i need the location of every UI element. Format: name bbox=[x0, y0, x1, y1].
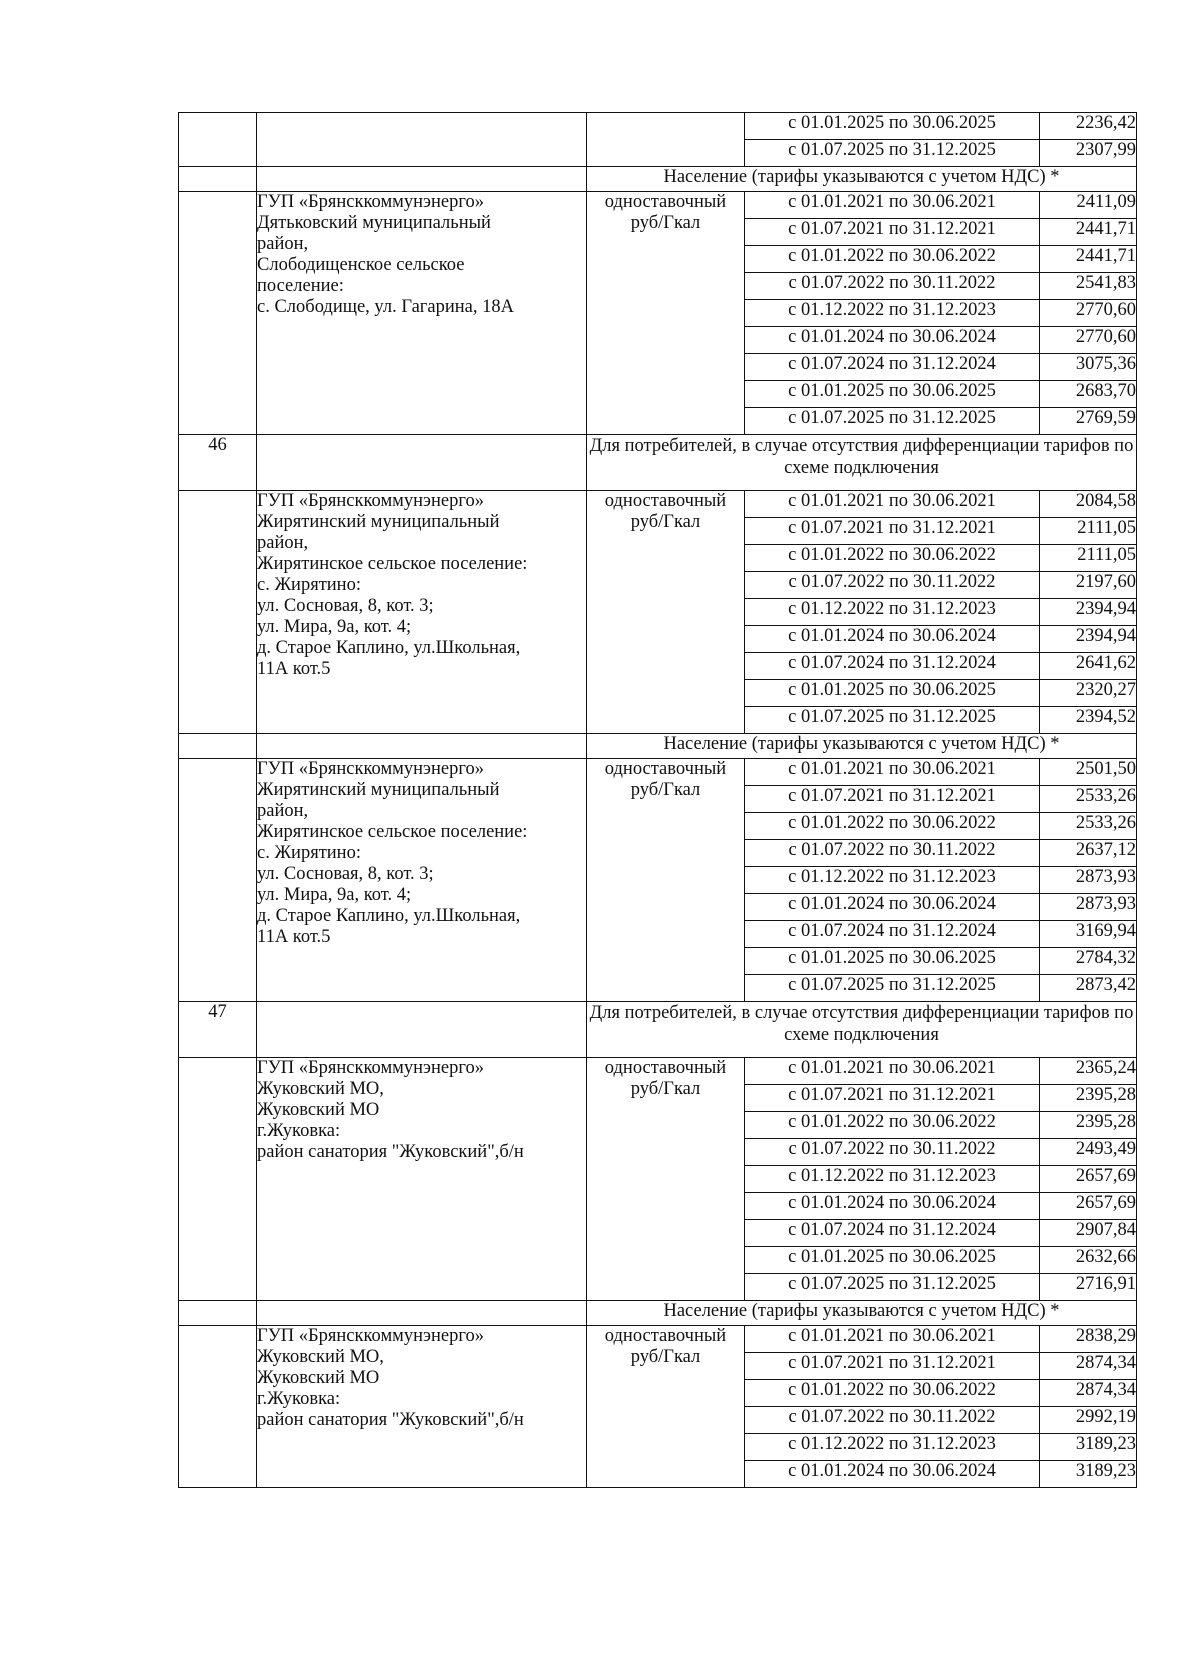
empty-cell bbox=[179, 734, 257, 759]
empty-cell bbox=[257, 167, 587, 192]
tariff-period: с 01.01.2022 по 30.06.2022 bbox=[745, 246, 1040, 273]
tariff-value: 2395,28 bbox=[1040, 1112, 1137, 1139]
tariff-period: с 01.01.2021 по 30.06.2021 bbox=[745, 491, 1040, 518]
tariff-row bbox=[179, 113, 1137, 140]
section-header-row bbox=[179, 167, 1137, 192]
tariff-value: 2111,05 bbox=[1040, 545, 1137, 572]
tariff-value: 2770,60 bbox=[1040, 327, 1137, 354]
tariff-type: одноставочный руб/Гкал bbox=[587, 491, 745, 734]
section-header-row bbox=[179, 1301, 1137, 1326]
tariff-value: 2197,60 bbox=[1040, 572, 1137, 599]
organization-address: ГУП «Брянсккоммунэнерго» Жуковский МО, Жуковский МО г.Жуковка: район санатория "Жуковский",б/н bbox=[257, 1058, 587, 1301]
tariff-period: с 01.01.2022 по 30.06.2022 bbox=[745, 813, 1040, 840]
tariff-row bbox=[179, 491, 1137, 518]
tariff-period: с 01.07.2025 по 31.12.2025 bbox=[745, 408, 1040, 435]
tariff-value: 2541,83 bbox=[1040, 273, 1137, 300]
section-header: Население (тарифы указываются с учетом НДС) * bbox=[587, 734, 1137, 759]
tariff-value: 2533,26 bbox=[1040, 813, 1137, 840]
tariff-period: с 01.07.2021 по 31.12.2021 bbox=[745, 786, 1040, 813]
tariff-period: с 01.07.2021 по 31.12.2021 bbox=[745, 1353, 1040, 1380]
tariff-value: 2632,66 bbox=[1040, 1247, 1137, 1274]
tariff-period: с 01.12.2022 по 31.12.2023 bbox=[745, 1166, 1040, 1193]
row-number: 47 bbox=[179, 1002, 257, 1058]
tariff-period: с 01.01.2021 по 30.06.2021 bbox=[745, 1058, 1040, 1085]
empty-cell bbox=[179, 113, 257, 167]
empty-cell bbox=[179, 1301, 257, 1326]
tariff-type: одноставочный руб/Гкал bbox=[587, 759, 745, 1002]
tariff-period: с 01.07.2025 по 31.12.2025 bbox=[745, 1274, 1040, 1301]
tariff-value: 2394,94 bbox=[1040, 626, 1137, 653]
tariff-value: 2111,05 bbox=[1040, 518, 1137, 545]
organization-address: ГУП «Брянсккоммунэнерго» Жирятинский муниципальный район, Жирятинское сельское поселение: с. Жирятино: ул. Сосновая, 8, кот. 3; ул. Мира, 9а, кот. 4; д. Старое Каплино, ул.Школьная, 11А кот.5 bbox=[257, 759, 587, 1002]
tariff-row bbox=[179, 759, 1137, 786]
tariff-period: с 01.01.2025 по 30.06.2025 bbox=[745, 948, 1040, 975]
tariff-value: 2907,84 bbox=[1040, 1220, 1137, 1247]
tariff-value: 2084,58 bbox=[1040, 491, 1137, 518]
tariff-value: 2873,93 bbox=[1040, 867, 1137, 894]
tariff-value: 2411,09 bbox=[1040, 192, 1137, 219]
tariff-period: с 01.07.2022 по 30.11.2022 bbox=[745, 572, 1040, 599]
tariff-value: 2493,49 bbox=[1040, 1139, 1137, 1166]
section-header: Для потребителей, в случае отсутствия дифференциации тарифов по схеме подключения bbox=[587, 435, 1137, 491]
tariff-period: с 01.07.2024 по 31.12.2024 bbox=[745, 1220, 1040, 1247]
tariff-value: 2394,52 bbox=[1040, 707, 1137, 734]
tariff-period: с 01.07.2025 по 31.12.2025 bbox=[745, 140, 1040, 167]
section-header: Население (тарифы указываются с учетом НДС) * bbox=[587, 167, 1137, 192]
tariff-value: 2637,12 bbox=[1040, 840, 1137, 867]
tariff-value: 2874,34 bbox=[1040, 1380, 1137, 1407]
tariff-value: 2365,24 bbox=[1040, 1058, 1137, 1085]
tariff-period: с 01.07.2024 по 31.12.2024 bbox=[745, 653, 1040, 680]
section-header-row bbox=[179, 1002, 1137, 1058]
tariff-value: 3169,94 bbox=[1040, 921, 1137, 948]
tariff-value: 2784,32 bbox=[1040, 948, 1137, 975]
tariff-period: с 01.07.2021 по 31.12.2021 bbox=[745, 219, 1040, 246]
section-header-row bbox=[179, 435, 1137, 491]
tariff-period: с 01.07.2025 по 31.12.2025 bbox=[745, 707, 1040, 734]
tariff-value: 2874,34 bbox=[1040, 1353, 1137, 1380]
section-header: Население (тарифы указываются с учетом НДС) * bbox=[587, 1301, 1137, 1326]
tariff-value: 2307,99 bbox=[1040, 140, 1137, 167]
tariff-period: с 01.07.2025 по 31.12.2025 bbox=[745, 975, 1040, 1002]
tariff-period: с 01.07.2021 по 31.12.2021 bbox=[745, 1085, 1040, 1112]
tariff-value: 2716,91 bbox=[1040, 1274, 1137, 1301]
tariff-value: 2770,60 bbox=[1040, 300, 1137, 327]
tariff-value: 2873,42 bbox=[1040, 975, 1137, 1002]
tariff-period: с 01.01.2024 по 30.06.2024 bbox=[745, 626, 1040, 653]
tariff-value: 2320,27 bbox=[1040, 680, 1137, 707]
tariff-period: с 01.01.2025 по 30.06.2025 bbox=[745, 680, 1040, 707]
tariff-period: с 01.01.2024 по 30.06.2024 bbox=[745, 894, 1040, 921]
tariff-row bbox=[179, 192, 1137, 219]
tariff-type: одноставочный руб/Гкал bbox=[587, 1058, 745, 1301]
empty-cell bbox=[257, 435, 587, 491]
tariff-row bbox=[179, 1326, 1137, 1353]
tariff-value: 2641,62 bbox=[1040, 653, 1137, 680]
tariff-type: одноставочный руб/Гкал bbox=[587, 192, 745, 435]
tariff-period: с 01.01.2021 по 30.06.2021 bbox=[745, 759, 1040, 786]
tariff-value: 2236,42 bbox=[1040, 113, 1137, 140]
tariff-period: с 01.07.2024 по 31.12.2024 bbox=[745, 921, 1040, 948]
tariff-period: с 01.07.2021 по 31.12.2021 bbox=[745, 518, 1040, 545]
tariff-value: 2441,71 bbox=[1040, 219, 1137, 246]
row-number: 46 bbox=[179, 435, 257, 491]
empty-cell bbox=[179, 759, 257, 1002]
empty-cell bbox=[587, 113, 745, 167]
empty-cell bbox=[257, 734, 587, 759]
tariff-value: 2394,94 bbox=[1040, 599, 1137, 626]
organization-address: ГУП «Брянсккоммунэнерго» Жуковский МО, Жуковский МО г.Жуковка: район санатория "Жуковский",б/н bbox=[257, 1326, 587, 1488]
tariff-period: с 01.01.2022 по 30.06.2022 bbox=[745, 545, 1040, 572]
empty-cell bbox=[179, 491, 257, 734]
tariff-period: с 01.01.2025 по 30.06.2025 bbox=[745, 381, 1040, 408]
tariff-value: 2395,28 bbox=[1040, 1085, 1137, 1112]
empty-cell bbox=[179, 192, 257, 435]
tariff-value: 3189,23 bbox=[1040, 1461, 1137, 1488]
tariff-period: с 01.07.2022 по 30.11.2022 bbox=[745, 840, 1040, 867]
tariff-period: с 01.07.2022 по 30.11.2022 bbox=[745, 273, 1040, 300]
tariff-value: 2657,69 bbox=[1040, 1193, 1137, 1220]
tariff-period: с 01.12.2022 по 31.12.2023 bbox=[745, 867, 1040, 894]
tariff-table-body bbox=[179, 113, 1137, 1488]
organization-address: ГУП «Брянсккоммунэнерго» Дятьковский муниципальный район, Слободищенское сельское поселение: с. Слободище, ул. Гагарина, 18А bbox=[257, 192, 587, 435]
tariff-value: 2769,59 bbox=[1040, 408, 1137, 435]
tariff-value: 2441,71 bbox=[1040, 246, 1137, 273]
section-header-row bbox=[179, 734, 1137, 759]
tariff-period: с 01.07.2024 по 31.12.2024 bbox=[745, 354, 1040, 381]
tariff-period: с 01.01.2022 по 30.06.2022 bbox=[745, 1380, 1040, 1407]
tariff-value: 2873,93 bbox=[1040, 894, 1137, 921]
tariff-period: с 01.01.2021 по 30.06.2021 bbox=[745, 1326, 1040, 1353]
tariff-period: с 01.07.2022 по 30.11.2022 bbox=[745, 1139, 1040, 1166]
tariff-period: с 01.01.2022 по 30.06.2022 bbox=[745, 1112, 1040, 1139]
tariff-period: с 01.12.2022 по 31.12.2023 bbox=[745, 1434, 1040, 1461]
organization-address: ГУП «Брянсккоммунэнерго» Жирятинский муниципальный район, Жирятинское сельское поселение: с. Жирятино: ул. Сосновая, 8, кот. 3; ул. Мира, 9а, кот. 4; д. Старое Каплино, ул.Школьная, 11А кот.5 bbox=[257, 491, 587, 734]
empty-cell bbox=[179, 1058, 257, 1301]
tariff-period: с 01.01.2025 по 30.06.2025 bbox=[745, 1247, 1040, 1274]
tariff-value: 2838,29 bbox=[1040, 1326, 1137, 1353]
tariff-row bbox=[179, 1058, 1137, 1085]
tariff-period: с 01.01.2025 по 30.06.2025 bbox=[745, 113, 1040, 140]
tariff-table bbox=[178, 112, 1137, 1488]
tariff-value: 2657,69 bbox=[1040, 1166, 1137, 1193]
empty-cell bbox=[257, 1002, 587, 1058]
empty-cell bbox=[179, 167, 257, 192]
tariff-period: с 01.01.2024 по 30.06.2024 bbox=[745, 1193, 1040, 1220]
tariff-value: 2533,26 bbox=[1040, 786, 1137, 813]
section-header: Для потребителей, в случае отсутствия дифференциации тарифов по схеме подключения bbox=[587, 1002, 1137, 1058]
tariff-type: одноставочный руб/Гкал bbox=[587, 1326, 745, 1488]
tariff-value: 3075,36 bbox=[1040, 354, 1137, 381]
tariff-value: 3189,23 bbox=[1040, 1434, 1137, 1461]
tariff-value: 2992,19 bbox=[1040, 1407, 1137, 1434]
tariff-period: с 01.01.2024 по 30.06.2024 bbox=[745, 1461, 1040, 1488]
tariff-period: с 01.12.2022 по 31.12.2023 bbox=[745, 300, 1040, 327]
empty-cell bbox=[179, 1326, 257, 1488]
tariff-value: 2683,70 bbox=[1040, 381, 1137, 408]
empty-cell bbox=[257, 113, 587, 167]
tariff-period: с 01.12.2022 по 31.12.2023 bbox=[745, 599, 1040, 626]
tariff-period: с 01.01.2024 по 30.06.2024 bbox=[745, 327, 1040, 354]
tariff-value: 2501,50 bbox=[1040, 759, 1137, 786]
tariff-period: с 01.01.2021 по 30.06.2021 bbox=[745, 192, 1040, 219]
tariff-period: с 01.07.2022 по 30.11.2022 bbox=[745, 1407, 1040, 1434]
empty-cell bbox=[257, 1301, 587, 1326]
